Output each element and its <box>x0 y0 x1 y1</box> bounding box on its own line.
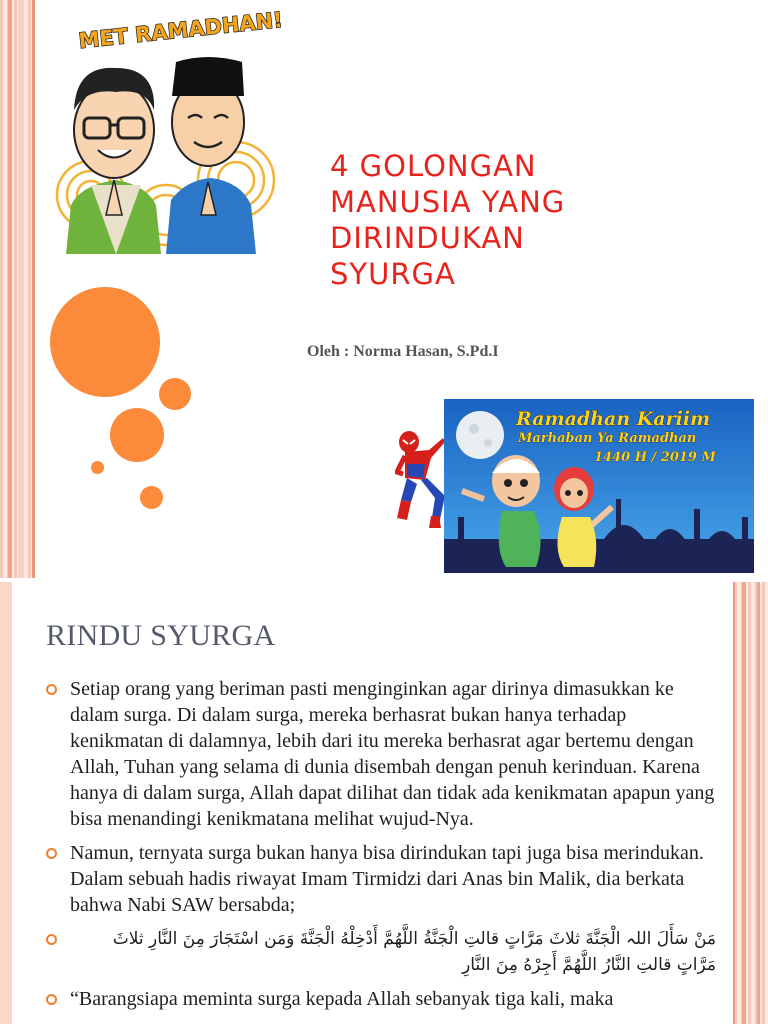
title-line: 4 GOLONGAN <box>330 149 537 183</box>
list-item <box>46 986 716 1012</box>
title-line: MANUSIA YANG <box>330 185 566 219</box>
right-stripe-decoration <box>734 582 768 1024</box>
bullet-text: Setiap orang yang beriman pasti menginginkan agar dirinya dimasukkan ke dalam surga. Di dalam surga, mereka berhasrat bukan hanya terhadap kenikmatan di dalamnya, lebih dari itu mereka berhasrat agar bertemu dengan Allah, Tuhan yang selama di dunia disembah dengan penuh kerinduan. Karena hanya di dalam surga, Allah dapat dilihat dan tidak ada kenikmatan apapun yang bisa menandingi kenikmatana melihat wujud-Nya. <box>70 678 715 830</box>
decorative-circle <box>159 378 191 410</box>
author-byline: Oleh : Norma Hasan, S.Pd.I <box>307 343 499 360</box>
bullet-text: “Barangsiapa meminta surga kepada Allah sebanyak tiga kali, maka <box>70 988 614 1010</box>
badge-text: MET RAMADHAN! <box>77 7 284 54</box>
bullet-list <box>46 676 716 1020</box>
list-item <box>46 676 716 832</box>
content-slide <box>0 582 768 1024</box>
cartoon-two-men-icon <box>36 0 290 254</box>
title-line: DIRINDUKAN <box>330 221 525 255</box>
banner-subtitle: Marhaban Ya Ramadhan <box>518 431 697 446</box>
left-stripe-decoration <box>0 0 34 578</box>
right-man-figure <box>166 57 256 254</box>
title-line: SYURGA <box>330 257 456 291</box>
list-item <box>46 926 716 978</box>
bullet-text: Namun, ternyata surga bukan hanya bisa dirindukan tapi juga bisa merindukan. Dalam sebuah hadis riwayat Imam Tirmidzi dari Anas bin Malik, dia berkata bahwa Nabi SAW bersabda; <box>70 842 704 916</box>
left-man-figure <box>66 68 161 254</box>
banner-title: Ramadhan Kariim <box>516 408 711 430</box>
decorative-circle <box>110 408 164 462</box>
right-stripe-bar-thin <box>757 582 760 1024</box>
list-item <box>46 840 716 918</box>
left-edge-decoration <box>0 582 12 1024</box>
left-stripe-bar <box>8 0 12 578</box>
section-heading: RINDU SYURGA <box>46 619 276 652</box>
bullet-circle-icon <box>46 934 57 945</box>
right-stripe-bar <box>742 582 746 1024</box>
decorative-circle <box>140 486 163 509</box>
bullet-circle-icon <box>46 848 57 859</box>
presentation-title <box>330 148 710 292</box>
left-stripe-bar-light <box>18 0 24 578</box>
decorative-circle <box>91 461 104 474</box>
decorative-circle <box>50 287 160 397</box>
bullet-circle-icon <box>46 684 57 695</box>
spiderman-icon <box>395 428 447 528</box>
right-edge-line <box>733 582 735 1024</box>
banner-year: 1440 H / 2019 M <box>594 450 716 465</box>
ramadhan-kariim-banner <box>444 399 754 573</box>
met-ramadhan-illustration <box>36 0 290 254</box>
banner-graphic <box>444 399 754 573</box>
arabic-hadith-text: مَنْ سَأَلَ اللہ الْجَنَّةَ ثلاثَ مَرَّاتٍ قالتِ الْجَنَّةُ اللَّهُمَّ أَدْخِلْهُ الْجَنَّةَ وَمَن اسْتَجَارَ مِنَ النَّارِ ثلاثَ مَرَّاتٍ قالتِ النَّارُ اللَّهُمَّ أَجِرْهُ مِنَ النَّارِ <box>112 929 716 975</box>
left-edge-line <box>32 0 35 578</box>
bullet-circle-icon <box>46 994 57 1005</box>
